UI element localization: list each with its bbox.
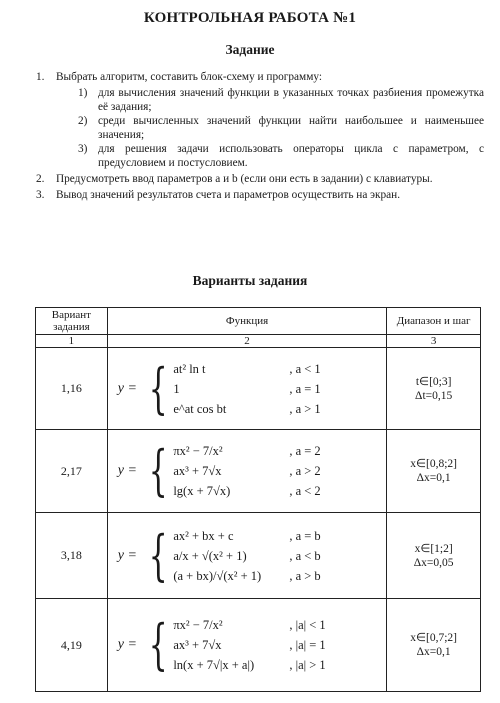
function-cell xyxy=(107,512,387,598)
task-item-text: Выбрать алгоритм, составить блок-схему и программу: xyxy=(56,71,322,83)
task-item-text: Предусмотреть ввод параметров a и b (если они есть в задании) с клавиатуры. xyxy=(56,173,433,185)
table-row xyxy=(36,512,481,598)
function-lhs: y = xyxy=(117,463,137,479)
function-lhs: y = xyxy=(117,547,137,563)
task-subitem: 3) для решения задачи использовать операторы цикла с параметром, с предусловием и постусловием. xyxy=(78,143,484,169)
function-case: e^at cos bt , a > 1 xyxy=(173,401,321,416)
task-item: 2. Предусмотреть ввод параметров a и b (если они есть в задании) с клавиатуры. xyxy=(36,173,433,185)
variant-cell: 2,17 xyxy=(36,430,108,512)
range-value: t∈[0;3] xyxy=(415,375,452,388)
task-list xyxy=(36,70,484,204)
task-subitem-text: для решения задачи использовать операторы цикла с параметром, с предусловием и постусловием. xyxy=(98,143,484,169)
function-cell xyxy=(107,599,387,692)
function-lhs: y = xyxy=(117,637,137,653)
step-value: Δx=0,05 xyxy=(413,556,454,569)
range-cell xyxy=(387,430,481,512)
range-value: x∈[1;2] xyxy=(414,542,453,555)
table-row xyxy=(36,430,481,512)
task-item: 3. Вывод значений результатов счета и параметров осуществить на экран. xyxy=(36,189,401,201)
variant-cell: 1,16 xyxy=(36,348,108,430)
function-case: (a + bx)/√(x² + 1) , a > b xyxy=(173,568,321,583)
function-case: ax³ + 7√x , |a| = 1 xyxy=(173,638,326,653)
function-case: πx² − 7/x² , a = 2 xyxy=(173,444,321,459)
brace-icon: { xyxy=(148,356,168,420)
function-case: πx² − 7/x² , |a| < 1 xyxy=(173,618,326,633)
function-case: at² ln t , a < 1 xyxy=(173,361,321,376)
table-header-row xyxy=(36,308,481,335)
range-cell xyxy=(387,599,481,692)
step-value: Δt=0,15 xyxy=(415,389,453,402)
variant-cell: 4,19 xyxy=(36,599,108,692)
step-value: Δx=0,1 xyxy=(416,646,451,659)
function-cell xyxy=(107,348,387,430)
table-row xyxy=(36,348,481,430)
step-value: Δx=0,1 xyxy=(416,472,451,485)
brace-icon: { xyxy=(148,439,168,503)
task-item: 1. Выбрать алгоритм, составить блок-схему и программу: xyxy=(36,71,322,83)
variant-cell: 3,18 xyxy=(36,512,108,598)
task-subitem: 2) среди вычисленных значений функции найти наибольшее и наименьшее значения; xyxy=(78,115,484,141)
task-heading: Задание xyxy=(225,42,275,57)
function-lhs: y = xyxy=(117,380,137,396)
header-range: Диапазон и шаг xyxy=(387,308,481,335)
task-item-text: Вывод значений результатов счета и параметров осуществить на экран. xyxy=(56,189,401,201)
variants-heading: Варианты задания xyxy=(192,273,308,288)
range-cell xyxy=(387,512,481,598)
function-case: ln(x + 7√|x + a|) , |a| > 1 xyxy=(173,658,326,673)
document-title: КОНТРОЛЬНАЯ РАБОТА №1 xyxy=(143,10,357,26)
brace-icon: { xyxy=(148,613,168,677)
range-value: x∈[0,8;2] xyxy=(410,458,458,471)
task-subitem-text: среди вычисленных значений функции найти наибольшее и наименьшее значения; xyxy=(98,115,484,141)
function-case: 1 , a = 1 xyxy=(173,381,321,396)
task-subitem-text: для вычисления значений функции в указанных точках разбиения промежутка её задания; xyxy=(98,87,484,113)
function-cell xyxy=(107,430,387,512)
function-case: a/x + √(x² + 1) , a < b xyxy=(173,548,321,563)
table-number-row: 1 2 3 xyxy=(36,334,481,347)
function-case: lg(x + 7√x) , a < 2 xyxy=(173,484,321,499)
function-case: ax³ + 7√x , a > 2 xyxy=(173,464,321,479)
range-value: x∈[0,7;2] xyxy=(410,632,458,645)
brace-icon: { xyxy=(148,523,168,587)
header-function: Функция xyxy=(107,308,387,335)
variants-table xyxy=(35,307,481,692)
function-case: ax² + bx + c , a = b xyxy=(173,528,321,543)
range-cell xyxy=(387,348,481,430)
task-subitem: 1) для вычисления значений функции в указанных точках разбиения промежутка её задания; xyxy=(78,87,484,113)
header-variant: Вариант задания xyxy=(36,308,108,335)
table-row xyxy=(36,599,481,692)
